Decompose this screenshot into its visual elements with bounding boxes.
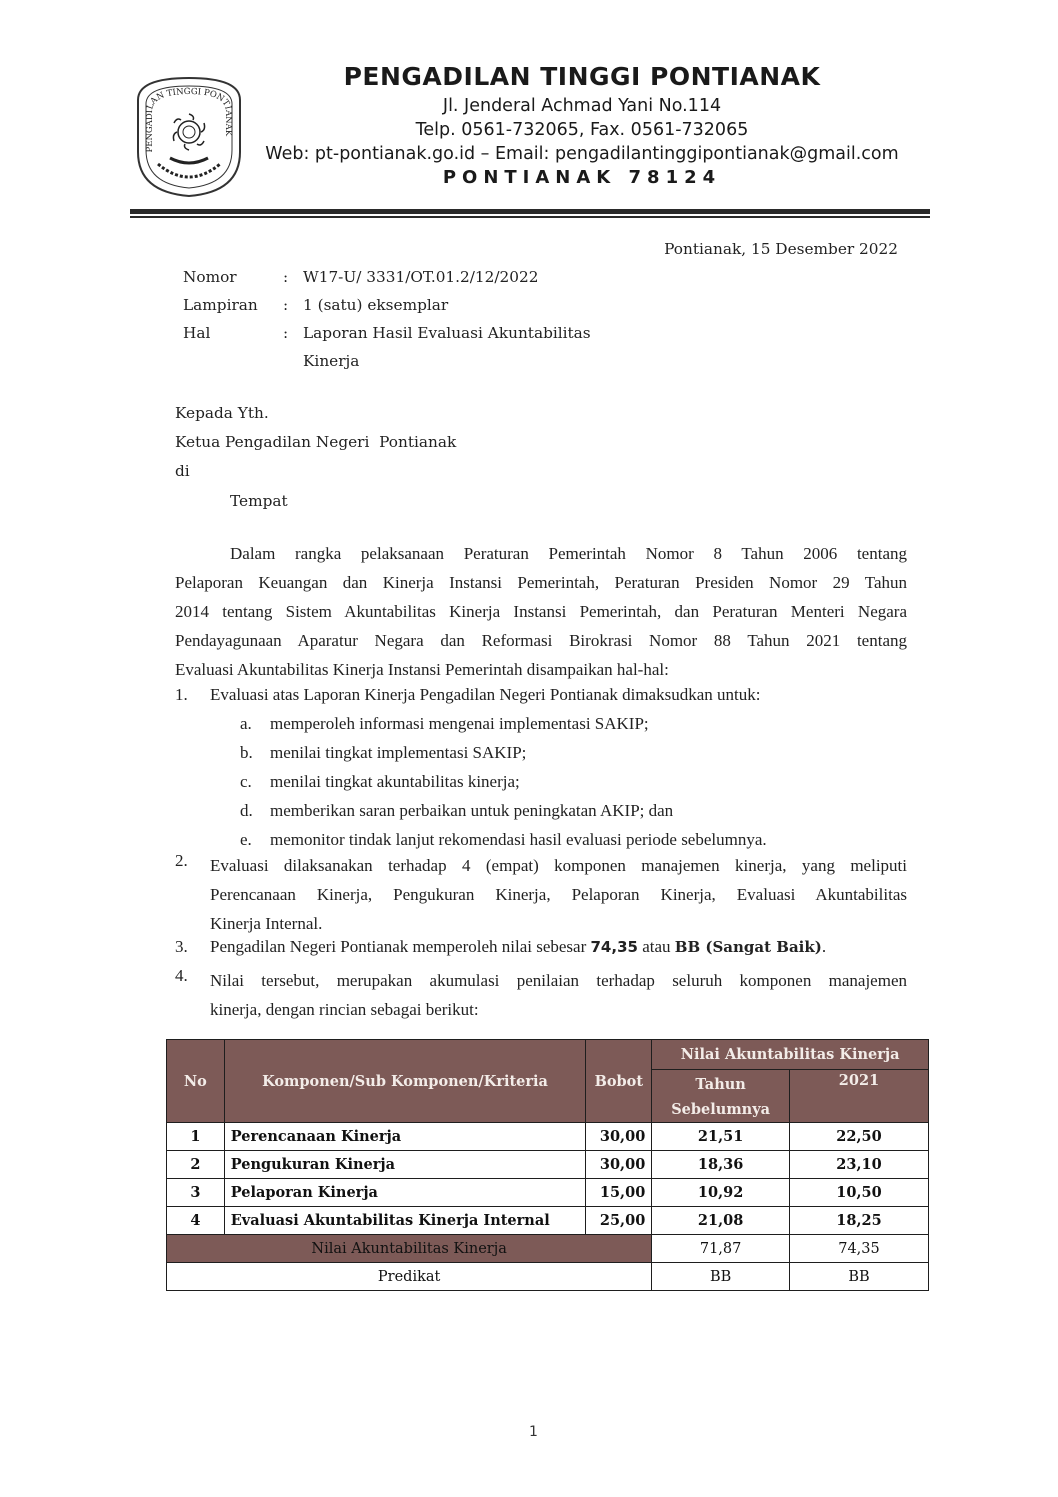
sub-item-text: memperoleh informasi mengenai implementasi SAKIP; [270,714,649,733]
sub-item-text: memberikan saran perbaikan untuk peningkatan AKIP; dan [270,801,674,820]
meta-value-nomor: W17-U/ 3331/OT.01.2/12/2022 [303,268,539,286]
cell-component: Perencanaan Kinerja [224,1123,586,1151]
intro-line: 2014 tentang Sistem Akuntabilitas Kinerja Instansi Pemerintah, dan Peraturan Menteri Negara [175,602,907,621]
institution-phone: Telp. 0561-732065, Fax. 0561-732065 [415,120,749,140]
cell-component: Pelaporan Kinerja [224,1179,586,1207]
cell-weight: 25,00 [586,1207,652,1235]
predicate-prev: BB [652,1263,790,1291]
point-3-text [210,937,907,957]
meta-label-hal: Hal [183,324,211,342]
header-group: Nilai Akuntabilitas Kinerja [652,1040,929,1070]
recipient-salutation: Kepada Yth. [175,404,269,422]
sub-item-text: menilai tingkat akuntabilitas kinerja; [270,772,520,791]
header-no: No [167,1040,225,1123]
table-row [167,1123,929,1151]
cell-component: Pengukuran Kinerja [224,1151,586,1179]
point-line: Evaluasi dilaksanakan terhadap 4 (empat) komponen manajemen kinerja, yang meliputi [210,856,907,875]
intro-line: Dalam rangka pelaksanaan Peraturan Pemerintah Nomor 8 Tahun 2006 tentang [230,544,907,563]
institution-address: Jl. Jenderal Achmad Yani No.114 [442,96,722,116]
institution-city-postal: PONTIANAK 78124 [442,167,722,188]
institution-name: PENGADILAN TINGGI PONTIANAK [343,62,821,91]
letterhead-divider [130,209,930,214]
point-3-text-after: . [821,937,827,956]
point-number: 4. [175,966,188,985]
point-4-text [210,966,907,1024]
predicate-row [167,1263,929,1291]
meta-label-nomor: Nomor [183,268,237,286]
cell-prev: 21,51 [652,1123,790,1151]
cell-no: 2 [167,1151,225,1179]
letterhead-divider-thin [130,216,930,218]
point-line: Nilai tersebut, merupakan akumulasi penilaian terhadap seluruh komponen manajemen [210,971,907,990]
institution-web-email: Web: pt-pontianak.go.id – Email: pengadilantinggipontianak@gmail.com [265,144,899,164]
sub-letter: b. [240,743,253,762]
sub-letter: d. [240,801,253,820]
sub-item-text: memonitor tindak lanjut rekomendasi hasil evaluasi periode sebelumnya. [270,830,767,849]
intro-paragraph [175,539,907,684]
cell-component: Evaluasi Akuntabilitas Kinerja Internal [224,1207,586,1235]
place-date: Pontianak, 15 Desember 2022 [664,240,898,258]
header-component: Komponen/Sub Komponen/Kriteria [224,1040,586,1123]
table-row [167,1151,929,1179]
point-number: 3. [175,937,188,956]
score-value: 74,35 [590,938,638,956]
table-row [167,1207,929,1235]
cell-prev: 10,92 [652,1179,790,1207]
intro-line: Pendayagunaan Aparatur Negara dan Reformasi Birokrasi Nomor 88 Tahun 2021 tentang [175,631,907,650]
point-3-text-mid: atau [637,937,675,956]
intro-line: Evaluasi Akuntabilitas Kinerja Instansi Pemerintah disampaikan hal-hal: [175,660,669,679]
cell-prev: 18,36 [652,1151,790,1179]
recipient-place: Tempat [230,492,288,510]
cell-current: 10,50 [789,1179,928,1207]
evaluation-table [166,1039,929,1291]
cell-current: 18,25 [789,1207,928,1235]
total-current: 74,35 [789,1235,928,1263]
point-line: Perencanaan Kinerja, Pengukuran Kinerja, Pelaporan Kinerja, Evaluasi Akuntabilitas [210,885,907,904]
header-weight: Bobot [586,1040,652,1123]
sub-letter: a. [240,714,252,733]
court-seal-icon [130,72,248,200]
cell-weight: 15,00 [586,1179,652,1207]
meta-value-hal-cont: Kinerja [303,352,360,370]
intro-line: Pelaporan Keuangan dan Kinerja Instansi Pemerintah, Peraturan Presiden Nomor 29 Tahun [175,573,907,592]
point-3-text-before: Pengadilan Negeri Pontianak memperoleh nilai sebesar [210,937,591,956]
sub-item-text: menilai tingkat implementasi SAKIP; [270,743,527,762]
predicate-current: BB [789,1263,928,1291]
point-1-text: Evaluasi atas Laporan Kinerja Pengadilan Negeri Pontianak dimaksudkan untuk: [210,685,761,704]
cell-weight: 30,00 [586,1151,652,1179]
cell-weight: 30,00 [586,1123,652,1151]
point-2-text [210,851,907,938]
sub-letter: c. [240,772,252,791]
point-line: kinerja, dengan rincian sebagai berikut: [210,1000,479,1019]
meta-colon: : [283,324,289,342]
cell-no: 4 [167,1207,225,1235]
total-prev: 71,87 [652,1235,790,1263]
meta-colon: : [283,296,289,314]
predicate-label: Predikat [167,1263,652,1291]
grade-value: BB (Sangat Baik) [674,938,822,956]
cell-prev: 21,08 [652,1207,790,1235]
svg-text:PENGADILAN TINGGI PONTIANAK: PENGADILAN TINGGI PONTIANAK [144,86,233,153]
meta-label-lampiran: Lampiran [183,296,258,314]
point-number: 2. [175,851,188,870]
recipient-name: Ketua Pengadilan Negeri Pontianak [175,433,457,451]
total-row [167,1235,929,1263]
meta-value-hal: Laporan Hasil Evaluasi Akuntabilitas [303,324,591,342]
header-year: 2021 [789,1070,928,1123]
table-row [167,1179,929,1207]
header-prev-year: Tahun Sebelumnya [652,1070,790,1123]
point-line: Kinerja Internal. [210,914,323,933]
cell-current: 22,50 [789,1123,928,1151]
sub-letter: e. [240,830,252,849]
total-label: Nilai Akuntabilitas Kinerja [167,1235,652,1263]
cell-no: 3 [167,1179,225,1207]
recipient-di: di [175,462,190,480]
page-number: 1 [529,1424,538,1440]
meta-value-lampiran: 1 (satu) eksemplar [303,296,449,314]
cell-current: 23,10 [789,1151,928,1179]
point-number: 1. [175,685,188,704]
cell-no: 1 [167,1123,225,1151]
meta-colon: : [283,268,289,286]
